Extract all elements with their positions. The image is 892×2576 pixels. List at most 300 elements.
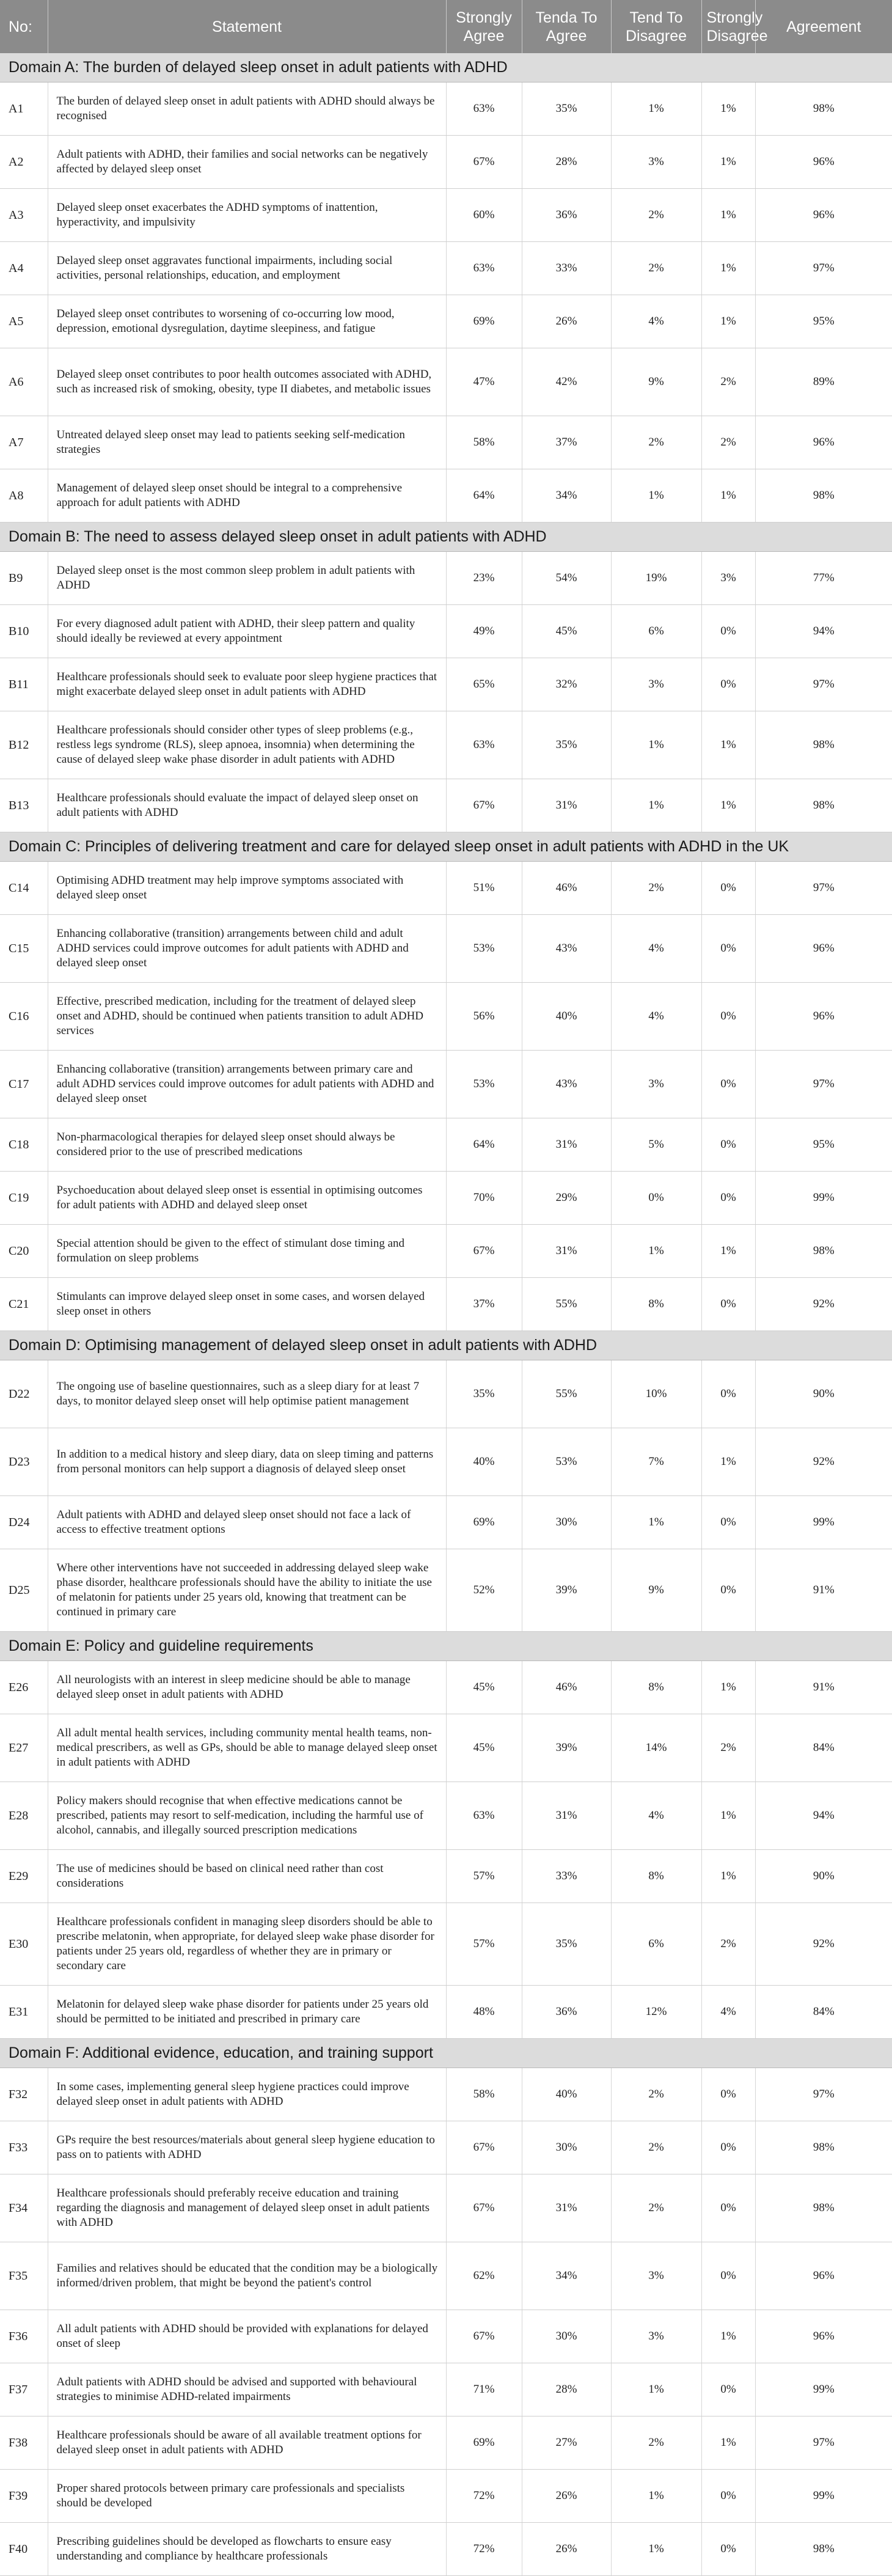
tend-agree-cell: 43% bbox=[522, 1051, 611, 1118]
tend-disagree-cell: 1% bbox=[611, 2470, 701, 2523]
strongly-agree-cell: 35% bbox=[446, 1360, 522, 1428]
agreement-cell: 96% bbox=[755, 2310, 892, 2363]
table-row bbox=[0, 1118, 892, 1172]
strongly-disagree-cell: 1% bbox=[701, 1661, 755, 1714]
statement-number-cell: F36 bbox=[0, 2310, 48, 2363]
strongly-agree-cell: 63% bbox=[446, 242, 522, 295]
tend-disagree-cell: 4% bbox=[611, 983, 701, 1051]
tend-disagree-cell: 1% bbox=[611, 2363, 701, 2416]
statement-number-cell: C20 bbox=[0, 1225, 48, 1278]
strongly-disagree-cell: 0% bbox=[701, 1118, 755, 1172]
strongly-agree-cell: 67% bbox=[446, 779, 522, 832]
statement-number-cell: F32 bbox=[0, 2068, 48, 2121]
table-row bbox=[0, 711, 892, 779]
statement-number-cell: F40 bbox=[0, 2523, 48, 2576]
strongly-disagree-cell: 0% bbox=[701, 658, 755, 711]
strongly-disagree-cell: 0% bbox=[701, 1496, 755, 1549]
agreement-cell: 97% bbox=[755, 1051, 892, 1118]
table-row bbox=[0, 552, 892, 605]
agreement-cell: 96% bbox=[755, 416, 892, 469]
strongly-agree-cell: 58% bbox=[446, 2068, 522, 2121]
tend-disagree-cell: 2% bbox=[611, 189, 701, 242]
tend-agree-cell: 31% bbox=[522, 1118, 611, 1172]
strongly-disagree-cell: 0% bbox=[701, 1278, 755, 1331]
domain-title: Domain F: Additional evidence, education, and training support bbox=[0, 2039, 892, 2068]
statement-number-cell: A1 bbox=[0, 83, 48, 136]
domain-title: Domain E: Policy and guideline requirements bbox=[0, 1632, 892, 1661]
tend-disagree-cell: 2% bbox=[611, 242, 701, 295]
tend-agree-cell: 31% bbox=[522, 2174, 611, 2242]
table-row bbox=[0, 1051, 892, 1118]
agreement-cell: 95% bbox=[755, 295, 892, 348]
tend-disagree-cell: 8% bbox=[611, 1661, 701, 1714]
tend-disagree-cell: 9% bbox=[611, 1549, 701, 1632]
tend-disagree-cell: 6% bbox=[611, 605, 701, 658]
tend-agree-cell: 53% bbox=[522, 1428, 611, 1496]
tend-agree-cell: 46% bbox=[522, 862, 611, 915]
agreement-cell: 97% bbox=[755, 862, 892, 915]
agreement-cell: 97% bbox=[755, 2068, 892, 2121]
statement-number-cell: D24 bbox=[0, 1496, 48, 1549]
strongly-agree-cell: 56% bbox=[446, 983, 522, 1051]
table-row bbox=[0, 416, 892, 469]
strongly-agree-cell: 67% bbox=[446, 136, 522, 189]
table-row bbox=[0, 2310, 892, 2363]
tend-agree-cell: 35% bbox=[522, 711, 611, 779]
statement-number-cell: A7 bbox=[0, 416, 48, 469]
agreement-cell: 92% bbox=[755, 1428, 892, 1496]
agreement-cell: 94% bbox=[755, 1782, 892, 1850]
table-row bbox=[0, 1278, 892, 1331]
strongly-agree-cell: 53% bbox=[446, 1051, 522, 1118]
tend-disagree-cell: 1% bbox=[611, 1496, 701, 1549]
table-row bbox=[0, 658, 892, 711]
statement-text-cell: Delayed sleep onset aggravates functional impairments, including social activities, personal relationships, education, and employment bbox=[48, 242, 446, 295]
tend-disagree-cell: 4% bbox=[611, 1782, 701, 1850]
strongly-disagree-cell: 1% bbox=[701, 2310, 755, 2363]
tend-agree-cell: 37% bbox=[522, 416, 611, 469]
tend-agree-cell: 34% bbox=[522, 2242, 611, 2310]
tend-agree-cell: 36% bbox=[522, 1986, 611, 2039]
header-agreement: Agreement bbox=[755, 0, 892, 53]
tend-disagree-cell: 3% bbox=[611, 136, 701, 189]
strongly-agree-cell: 52% bbox=[446, 1549, 522, 1632]
statement-text-cell: Enhancing collaborative (transition) arrangements between child and adult ADHD services could improve outcomes for adult patients with ADHD and delayed sleep onset bbox=[48, 915, 446, 983]
tend-agree-cell: 31% bbox=[522, 1225, 611, 1278]
statement-number-cell: B13 bbox=[0, 779, 48, 832]
statement-number-cell: A3 bbox=[0, 189, 48, 242]
tend-agree-cell: 46% bbox=[522, 1661, 611, 1714]
agreement-cell: 99% bbox=[755, 2363, 892, 2416]
statement-text-cell: In addition to a medical history and sleep diary, data on sleep timing and patterns from personal monitors can help support a diagnosis of delayed sleep onset bbox=[48, 1428, 446, 1496]
tend-agree-cell: 40% bbox=[522, 983, 611, 1051]
tend-disagree-cell: 1% bbox=[611, 711, 701, 779]
strongly-agree-cell: 49% bbox=[446, 605, 522, 658]
strongly-agree-cell: 58% bbox=[446, 416, 522, 469]
statement-number-cell: E29 bbox=[0, 1850, 48, 1903]
table-row bbox=[0, 1225, 892, 1278]
table-row bbox=[0, 1428, 892, 1496]
strongly-agree-cell: 60% bbox=[446, 189, 522, 242]
strongly-agree-cell: 48% bbox=[446, 1986, 522, 2039]
strongly-disagree-cell: 1% bbox=[701, 83, 755, 136]
table-row bbox=[0, 1782, 892, 1850]
tend-disagree-cell: 1% bbox=[611, 469, 701, 523]
statement-number-cell: E26 bbox=[0, 1661, 48, 1714]
strongly-disagree-cell: 1% bbox=[701, 2416, 755, 2470]
tend-disagree-cell: 14% bbox=[611, 1714, 701, 1782]
strongly-disagree-cell: 0% bbox=[701, 983, 755, 1051]
agreement-cell: 84% bbox=[755, 1986, 892, 2039]
strongly-disagree-cell: 0% bbox=[701, 862, 755, 915]
strongly-agree-cell: 45% bbox=[446, 1661, 522, 1714]
statement-text-cell: The use of medicines should be based on clinical need rather than cost considerations bbox=[48, 1850, 446, 1903]
strongly-agree-cell: 67% bbox=[446, 2121, 522, 2174]
tend-disagree-cell: 3% bbox=[611, 2310, 701, 2363]
statement-text-cell: Healthcare professionals should be aware of all available treatment options for delayed sleep onset in adult patients with ADHD bbox=[48, 2416, 446, 2470]
tend-agree-cell: 26% bbox=[522, 2523, 611, 2576]
strongly-agree-cell: 53% bbox=[446, 915, 522, 983]
statement-text-cell: Proper shared protocols between primary care professionals and specialists should be developed bbox=[48, 2470, 446, 2523]
agreement-cell: 95% bbox=[755, 1118, 892, 1172]
table-row bbox=[0, 469, 892, 523]
strongly-disagree-cell: 2% bbox=[701, 416, 755, 469]
strongly-agree-cell: 69% bbox=[446, 2416, 522, 2470]
statement-text-cell: Stimulants can improve delayed sleep onset in some cases, and worsen delayed sleep onset in others bbox=[48, 1278, 446, 1331]
table-row bbox=[0, 915, 892, 983]
statement-text-cell: In some cases, implementing general sleep hygiene practices could improve delayed sleep onset in adult patients with ADHD bbox=[48, 2068, 446, 2121]
statement-number-cell: F38 bbox=[0, 2416, 48, 2470]
tend-agree-cell: 55% bbox=[522, 1278, 611, 1331]
statement-number-cell: B12 bbox=[0, 711, 48, 779]
tend-disagree-cell: 2% bbox=[611, 862, 701, 915]
strongly-disagree-cell: 0% bbox=[701, 2363, 755, 2416]
statement-number-cell: B10 bbox=[0, 605, 48, 658]
strongly-agree-cell: 45% bbox=[446, 1714, 522, 1782]
agreement-cell: 89% bbox=[755, 348, 892, 416]
agreement-cell: 96% bbox=[755, 189, 892, 242]
agreement-cell: 77% bbox=[755, 552, 892, 605]
strongly-disagree-cell: 0% bbox=[701, 1549, 755, 1632]
agreement-cell: 90% bbox=[755, 1850, 892, 1903]
statement-text-cell: Delayed sleep onset is the most common sleep problem in adult patients with ADHD bbox=[48, 552, 446, 605]
tend-agree-cell: 28% bbox=[522, 136, 611, 189]
tend-disagree-cell: 2% bbox=[611, 2174, 701, 2242]
tend-agree-cell: 28% bbox=[522, 2363, 611, 2416]
table-row bbox=[0, 2068, 892, 2121]
statement-text-cell: Adult patients with ADHD, their families and social networks can be negatively affected by delayed sleep onset bbox=[48, 136, 446, 189]
strongly-disagree-cell: 1% bbox=[701, 711, 755, 779]
statement-number-cell: C21 bbox=[0, 1278, 48, 1331]
strongly-agree-cell: 63% bbox=[446, 1782, 522, 1850]
strongly-disagree-cell: 0% bbox=[701, 2174, 755, 2242]
tend-disagree-cell: 2% bbox=[611, 2068, 701, 2121]
tend-agree-cell: 35% bbox=[522, 83, 611, 136]
agreement-cell: 98% bbox=[755, 2121, 892, 2174]
statement-text-cell: Delayed sleep onset contributes to worsening of co-occurring low mood, depression, emotional dysregulation, daytime sleepiness, and fatigue bbox=[48, 295, 446, 348]
statement-text-cell: Healthcare professionals should preferably receive education and training regarding the diagnosis and management of delayed sleep onset in adult patients with ADHD bbox=[48, 2174, 446, 2242]
statement-number-cell: F37 bbox=[0, 2363, 48, 2416]
statement-number-cell: C16 bbox=[0, 983, 48, 1051]
statement-text-cell: Delayed sleep onset contributes to poor health outcomes associated with ADHD, such as increased risk of smoking, obesity, type II diabetes, and metabolic issues bbox=[48, 348, 446, 416]
statement-text-cell: Adult patients with ADHD and delayed sleep onset should not face a lack of access to effective treatment options bbox=[48, 1496, 446, 1549]
agreement-cell: 98% bbox=[755, 83, 892, 136]
statement-text-cell: Enhancing collaborative (transition) arrangements between primary care and adult ADHD services could improve outcomes for adult patients with ADHD and delayed sleep onset bbox=[48, 1051, 446, 1118]
strongly-disagree-cell: 1% bbox=[701, 136, 755, 189]
agreement-cell: 91% bbox=[755, 1549, 892, 1632]
agreement-cell: 98% bbox=[755, 779, 892, 832]
domain-header-row bbox=[0, 832, 892, 862]
tend-disagree-cell: 3% bbox=[611, 2242, 701, 2310]
tend-disagree-cell: 1% bbox=[611, 1225, 701, 1278]
strongly-disagree-cell: 1% bbox=[701, 1850, 755, 1903]
tend-disagree-cell: 3% bbox=[611, 1051, 701, 1118]
strongly-agree-cell: 72% bbox=[446, 2523, 522, 2576]
statement-number-cell: D22 bbox=[0, 1360, 48, 1428]
table-row bbox=[0, 605, 892, 658]
tend-disagree-cell: 19% bbox=[611, 552, 701, 605]
statement-number-cell: F39 bbox=[0, 2470, 48, 2523]
statement-text-cell: The burden of delayed sleep onset in adult patients with ADHD should always be recognised bbox=[48, 83, 446, 136]
tend-agree-cell: 31% bbox=[522, 1782, 611, 1850]
statement-text-cell: Delayed sleep onset exacerbates the ADHD symptoms of inattention, hyperactivity, and impulsivity bbox=[48, 189, 446, 242]
table-row bbox=[0, 1903, 892, 1986]
strongly-disagree-cell: 2% bbox=[701, 1903, 755, 1986]
tend-disagree-cell: 1% bbox=[611, 779, 701, 832]
statement-number-cell: C15 bbox=[0, 915, 48, 983]
strongly-disagree-cell: 0% bbox=[701, 2242, 755, 2310]
agreement-cell: 96% bbox=[755, 136, 892, 189]
statement-text-cell: Healthcare professionals should evaluate the impact of delayed sleep onset on adult patients with ADHD bbox=[48, 779, 446, 832]
tend-agree-cell: 30% bbox=[522, 1496, 611, 1549]
agreement-cell: 96% bbox=[755, 2242, 892, 2310]
agreement-cell: 98% bbox=[755, 2523, 892, 2576]
statement-number-cell: D23 bbox=[0, 1428, 48, 1496]
strongly-agree-cell: 70% bbox=[446, 1172, 522, 1225]
statement-number-cell: C17 bbox=[0, 1051, 48, 1118]
statement-text-cell: Optimising ADHD treatment may help improve symptoms associated with delayed sleep onset bbox=[48, 862, 446, 915]
agreement-cell: 96% bbox=[755, 983, 892, 1051]
table-header bbox=[0, 0, 892, 53]
statement-text-cell: For every diagnosed adult patient with ADHD, their sleep pattern and quality should ideally be reviewed at every appointment bbox=[48, 605, 446, 658]
tend-disagree-cell: 0% bbox=[611, 1172, 701, 1225]
strongly-agree-cell: 47% bbox=[446, 348, 522, 416]
strongly-agree-cell: 72% bbox=[446, 2470, 522, 2523]
agreement-cell: 96% bbox=[755, 915, 892, 983]
header-tend-disagree: Tend To Disagree bbox=[611, 0, 701, 53]
strongly-disagree-cell: 2% bbox=[701, 1714, 755, 1782]
statement-text-cell: All neurologists with an interest in sleep medicine should be able to manage delayed sleep onset in adult patients with ADHD bbox=[48, 1661, 446, 1714]
strongly-disagree-cell: 0% bbox=[701, 1360, 755, 1428]
strongly-agree-cell: 71% bbox=[446, 2363, 522, 2416]
statement-number-cell: A4 bbox=[0, 242, 48, 295]
statement-text-cell: All adult patients with ADHD should be provided with explanations for delayed onset of sleep bbox=[48, 2310, 446, 2363]
table-row bbox=[0, 136, 892, 189]
agreement-cell: 98% bbox=[755, 469, 892, 523]
strongly-disagree-cell: 0% bbox=[701, 915, 755, 983]
domain-header-row bbox=[0, 2039, 892, 2068]
header-tend-agree: Tenda To Agree bbox=[522, 0, 611, 53]
statement-number-cell: A6 bbox=[0, 348, 48, 416]
tend-disagree-cell: 8% bbox=[611, 1278, 701, 1331]
statement-number-cell: F34 bbox=[0, 2174, 48, 2242]
agreement-cell: 84% bbox=[755, 1714, 892, 1782]
tend-disagree-cell: 2% bbox=[611, 2121, 701, 2174]
statement-number-cell: E27 bbox=[0, 1714, 48, 1782]
agreement-cell: 91% bbox=[755, 1661, 892, 1714]
statement-number-cell: E30 bbox=[0, 1903, 48, 1986]
statement-text-cell: Adult patients with ADHD should be advised and supported with behavioural strategies to minimise ADHD-related impairments bbox=[48, 2363, 446, 2416]
tend-disagree-cell: 12% bbox=[611, 1986, 701, 2039]
table-row bbox=[0, 83, 892, 136]
strongly-agree-cell: 57% bbox=[446, 1850, 522, 1903]
tend-disagree-cell: 9% bbox=[611, 348, 701, 416]
table-row bbox=[0, 983, 892, 1051]
table-row bbox=[0, 862, 892, 915]
strongly-disagree-cell: 1% bbox=[701, 1225, 755, 1278]
agreement-cell: 99% bbox=[755, 1496, 892, 1549]
strongly-agree-cell: 51% bbox=[446, 862, 522, 915]
strongly-agree-cell: 37% bbox=[446, 1278, 522, 1331]
tend-agree-cell: 39% bbox=[522, 1714, 611, 1782]
domain-title: Domain C: Principles of delivering treatment and care for delayed sleep onset in adult patients with ADHD in the UK bbox=[0, 832, 892, 862]
table-row bbox=[0, 242, 892, 295]
statement-number-cell: C18 bbox=[0, 1118, 48, 1172]
table-row bbox=[0, 2523, 892, 2576]
tend-disagree-cell: 10% bbox=[611, 1360, 701, 1428]
strongly-agree-cell: 67% bbox=[446, 2174, 522, 2242]
statement-text-cell: Healthcare professionals should seek to evaluate poor sleep hygiene practices that might exacerbate delayed sleep onset in adult patients with ADHD bbox=[48, 658, 446, 711]
statement-number-cell: A8 bbox=[0, 469, 48, 523]
table-row bbox=[0, 1549, 892, 1632]
strongly-agree-cell: 69% bbox=[446, 1496, 522, 1549]
domain-header-row bbox=[0, 1331, 892, 1360]
tend-agree-cell: 42% bbox=[522, 348, 611, 416]
header-strongly-agree: Strongly Agree bbox=[446, 0, 522, 53]
statement-text-cell: All adult mental health services, including community mental health teams, non-medical prescribers, as well as GPs, should be able to manage delayed sleep onset in adult patients with ADHD bbox=[48, 1714, 446, 1782]
tend-agree-cell: 29% bbox=[522, 1172, 611, 1225]
agreement-cell: 92% bbox=[755, 1903, 892, 1986]
domain-header-row bbox=[0, 1632, 892, 1661]
table-row bbox=[0, 1714, 892, 1782]
table-row bbox=[0, 1360, 892, 1428]
statement-text-cell: Prescribing guidelines should be developed as flowcharts to ensure easy understanding and compliance by healthcare professionals bbox=[48, 2523, 446, 2576]
tend-disagree-cell: 2% bbox=[611, 2416, 701, 2470]
tend-disagree-cell: 1% bbox=[611, 83, 701, 136]
agreement-cell: 97% bbox=[755, 658, 892, 711]
table-row bbox=[0, 2121, 892, 2174]
statement-text-cell: Where other interventions have not succeeded in addressing delayed sleep wake phase disorder, healthcare professionals should have the ability to initiate the use of melatonin for patients under 25 years old, knowing that treatment can be continued in primary care bbox=[48, 1549, 446, 1632]
table-row bbox=[0, 1172, 892, 1225]
strongly-disagree-cell: 0% bbox=[701, 1172, 755, 1225]
statement-number-cell: F35 bbox=[0, 2242, 48, 2310]
strongly-agree-cell: 57% bbox=[446, 1903, 522, 1986]
tend-agree-cell: 27% bbox=[522, 2416, 611, 2470]
tend-agree-cell: 31% bbox=[522, 779, 611, 832]
strongly-disagree-cell: 1% bbox=[701, 779, 755, 832]
domain-title: Domain B: The need to assess delayed sleep onset in adult patients with ADHD bbox=[0, 523, 892, 552]
agreement-cell: 92% bbox=[755, 1278, 892, 1331]
agreement-cell: 99% bbox=[755, 2470, 892, 2523]
strongly-disagree-cell: 1% bbox=[701, 295, 755, 348]
table-body bbox=[0, 53, 892, 2576]
statement-number-cell: E28 bbox=[0, 1782, 48, 1850]
agreement-cell: 94% bbox=[755, 605, 892, 658]
strongly-disagree-cell: 0% bbox=[701, 1051, 755, 1118]
statement-number-cell: F33 bbox=[0, 2121, 48, 2174]
tend-agree-cell: 26% bbox=[522, 2470, 611, 2523]
strongly-disagree-cell: 1% bbox=[701, 469, 755, 523]
tend-agree-cell: 35% bbox=[522, 1903, 611, 1986]
strongly-agree-cell: 64% bbox=[446, 469, 522, 523]
statement-text-cell: Melatonin for delayed sleep wake phase disorder for patients under 25 years old should be permitted to be initiated and prescribed in primary care bbox=[48, 1986, 446, 2039]
tend-disagree-cell: 4% bbox=[611, 915, 701, 983]
tend-disagree-cell: 1% bbox=[611, 2523, 701, 2576]
strongly-agree-cell: 63% bbox=[446, 83, 522, 136]
table-row bbox=[0, 2242, 892, 2310]
tend-agree-cell: 43% bbox=[522, 915, 611, 983]
agreement-cell: 90% bbox=[755, 1360, 892, 1428]
strongly-disagree-cell: 2% bbox=[701, 348, 755, 416]
strongly-disagree-cell: 0% bbox=[701, 2068, 755, 2121]
header-statement: Statement bbox=[48, 0, 446, 53]
tend-disagree-cell: 8% bbox=[611, 1850, 701, 1903]
table-row bbox=[0, 2470, 892, 2523]
agreement-cell: 97% bbox=[755, 242, 892, 295]
tend-agree-cell: 36% bbox=[522, 189, 611, 242]
statement-text-cell: Non-pharmacological therapies for delayed sleep onset should always be considered prior to the use of prescribed medications bbox=[48, 1118, 446, 1172]
table-row bbox=[0, 1496, 892, 1549]
tend-disagree-cell: 6% bbox=[611, 1903, 701, 1986]
statement-number-cell: E31 bbox=[0, 1986, 48, 2039]
strongly-disagree-cell: 0% bbox=[701, 2470, 755, 2523]
tend-agree-cell: 39% bbox=[522, 1549, 611, 1632]
strongly-disagree-cell: 1% bbox=[701, 1782, 755, 1850]
statement-text-cell: Untreated delayed sleep onset may lead to patients seeking self-medication strategies bbox=[48, 416, 446, 469]
strongly-agree-cell: 23% bbox=[446, 552, 522, 605]
tend-disagree-cell: 5% bbox=[611, 1118, 701, 1172]
strongly-agree-cell: 67% bbox=[446, 1225, 522, 1278]
statement-text-cell: Healthcare professionals should consider other types of sleep problems (e.g., restless legs syndrome (RLS), sleep apnoea, insomnia) when determining the cause of delayed sleep wake phase disorder in adult patients with ADHD bbox=[48, 711, 446, 779]
domain-title: Domain A: The burden of delayed sleep onset in adult patients with ADHD bbox=[0, 53, 892, 83]
strongly-disagree-cell: 1% bbox=[701, 189, 755, 242]
statement-number-cell: C19 bbox=[0, 1172, 48, 1225]
agreement-cell: 98% bbox=[755, 1225, 892, 1278]
strongly-disagree-cell: 3% bbox=[701, 552, 755, 605]
strongly-agree-cell: 69% bbox=[446, 295, 522, 348]
tend-agree-cell: 33% bbox=[522, 1850, 611, 1903]
strongly-agree-cell: 40% bbox=[446, 1428, 522, 1496]
agreement-cell: 97% bbox=[755, 2416, 892, 2470]
agreement-cell: 98% bbox=[755, 2174, 892, 2242]
statement-number-cell: A5 bbox=[0, 295, 48, 348]
strongly-agree-cell: 65% bbox=[446, 658, 522, 711]
domain-header-row bbox=[0, 53, 892, 83]
table-row bbox=[0, 1661, 892, 1714]
statement-text-cell: Psychoeducation about delayed sleep onset is essential in optimising outcomes for adult patients with ADHD and delayed sleep onset bbox=[48, 1172, 446, 1225]
tend-disagree-cell: 3% bbox=[611, 658, 701, 711]
strongly-agree-cell: 63% bbox=[446, 711, 522, 779]
table-row bbox=[0, 2174, 892, 2242]
agreement-cell: 98% bbox=[755, 711, 892, 779]
tend-agree-cell: 33% bbox=[522, 242, 611, 295]
table-row bbox=[0, 189, 892, 242]
tend-agree-cell: 55% bbox=[522, 1360, 611, 1428]
statement-text-cell: Healthcare professionals confident in managing sleep disorders should be able to prescribe melatonin, when appropriate, for delayed sleep wake phase disorder for patients under 25 years old, regardless of whether they are in primary or secondary care bbox=[48, 1903, 446, 1986]
strongly-disagree-cell: 1% bbox=[701, 1428, 755, 1496]
strongly-agree-cell: 62% bbox=[446, 2242, 522, 2310]
tend-agree-cell: 45% bbox=[522, 605, 611, 658]
